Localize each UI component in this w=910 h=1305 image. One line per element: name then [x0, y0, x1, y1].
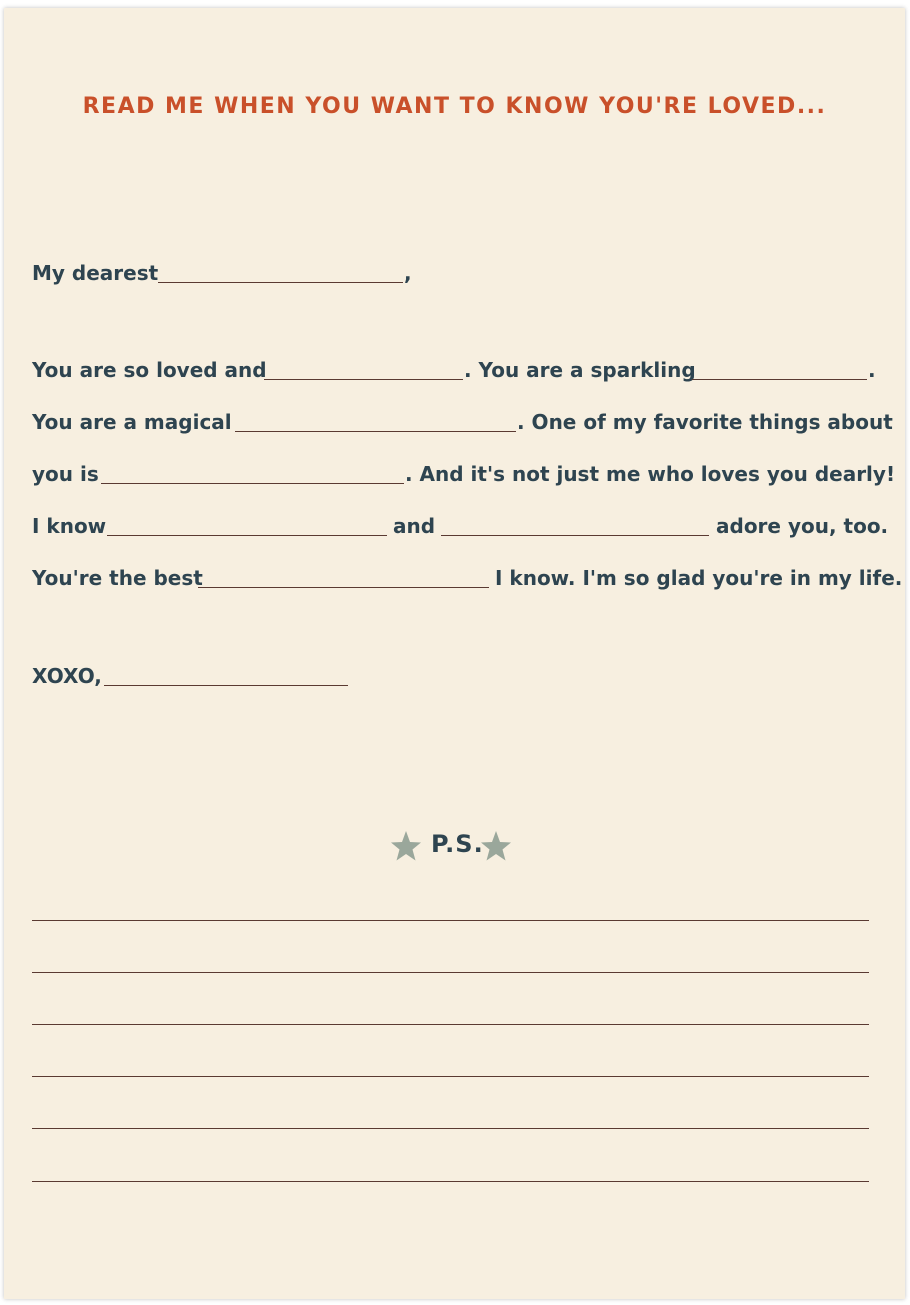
body-line-2	[32, 405, 892, 439]
body-line-3	[32, 457, 896, 491]
greeting-line	[32, 256, 892, 290]
body-line-1	[32, 353, 892, 387]
body-text: adore you, too.	[716, 514, 889, 538]
closing-prefix: XOXO,	[32, 664, 102, 688]
fill-blank-person-2[interactable]	[441, 535, 709, 536]
star-icon	[480, 830, 512, 862]
fill-blank-favorite-thing[interactable]	[101, 483, 404, 484]
body-text: You are a magical	[32, 410, 232, 434]
body-text: . And it's not just me who loves you dearly!	[405, 462, 896, 486]
ps-label: P.S.	[431, 830, 484, 858]
body-text: . You are a sparkling	[464, 358, 696, 382]
ps-writing-line[interactable]	[32, 920, 869, 921]
greeting-comma: ,	[404, 261, 412, 285]
body-text: . One of my favorite things about	[517, 410, 893, 434]
signature-blank[interactable]	[104, 685, 348, 686]
body-text: I know	[32, 514, 107, 538]
recipient-name-blank[interactable]	[158, 282, 403, 283]
fill-blank-sparkling[interactable]	[692, 379, 867, 380]
fill-blank-best[interactable]	[198, 587, 489, 588]
body-line-5	[32, 561, 903, 595]
greeting-prefix: My dearest	[32, 261, 159, 285]
ps-writing-line[interactable]	[32, 1181, 869, 1182]
closing-line	[32, 659, 892, 693]
page-title: READ ME WHEN YOU WANT TO KNOW YOU'RE LOVED...	[82, 94, 827, 119]
fill-blank-loved-and[interactable]	[264, 379, 463, 380]
body-text: and	[393, 514, 436, 538]
letter-page	[4, 8, 905, 1299]
star-icon	[390, 830, 422, 862]
fill-blank-person-1[interactable]	[107, 535, 387, 536]
body-text: you is	[32, 462, 99, 486]
ps-heading	[4, 830, 905, 870]
ps-writing-line[interactable]	[32, 1024, 869, 1025]
body-text: You're the best	[32, 566, 203, 590]
body-text: I know. I'm so glad you're in my life.	[495, 566, 903, 590]
ps-writing-line[interactable]	[32, 1076, 869, 1077]
fill-blank-magical[interactable]	[235, 431, 516, 432]
body-text: .	[868, 358, 876, 382]
body-line-4	[32, 509, 892, 543]
body-text: You are so loved and	[32, 358, 267, 382]
ps-writing-line[interactable]	[32, 972, 869, 973]
ps-writing-line[interactable]	[32, 1128, 869, 1129]
